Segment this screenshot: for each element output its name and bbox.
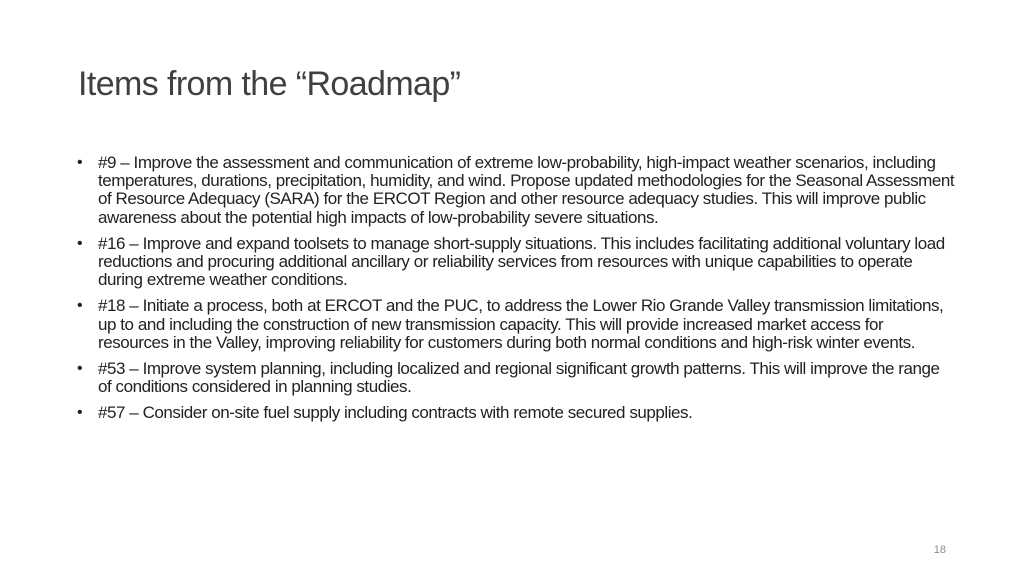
bullet-text: #9 – Improve the assessment and communication of extreme low-probability, high-impact weather scenarios, including temperatures, durations, precipitation, humidity, and wind. Propose updated methodologies for the Seasonal Assessment of Resource Adequacy (SARA) for the ERCOT Region and other resource adequacy studies. This will improve public awareness about the potential high impacts of low-probability severe situations. <box>98 153 955 227</box>
bullet-list <box>76 154 956 431</box>
bullet-dot-icon: • <box>77 360 83 378</box>
bullet-item <box>76 235 956 290</box>
bullet-text: #57 – Consider on-site fuel supply including contracts with remote secured supplies. <box>98 403 693 423</box>
bullet-dot-icon: • <box>77 404 83 422</box>
bullet-dot-icon: • <box>77 154 83 171</box>
bullet-text: #18 – Initiate a process, both at ERCOT and the PUC, to address the Lower Rio Grande Valley transmission limitations, up to and including the construction of new transmission capacity. This will provide increased market access for resources in the Valley, improving reliability for customers during both normal conditions and high-risk winter events. <box>98 296 944 352</box>
slide-title: Items from the “Roadmap” <box>78 65 461 103</box>
bullet-text: #16 – Improve and expand toolsets to manage short-supply situations. This includes facilitating additional voluntary load reductions and procuring additional ancillary or reliability services from resources with unique capabilities to operate during extreme weather conditions. <box>98 233 945 290</box>
bullet-item <box>76 154 956 227</box>
bullet-item <box>76 297 956 352</box>
bullet-dot-icon: • <box>77 234 83 252</box>
bullet-item <box>76 360 956 396</box>
bullet-text: #53 – Improve system planning, including localized and regional significant growth patterns. This will improve the range of conditions considered in planning studies. <box>98 359 940 397</box>
bullet-dot-icon: • <box>77 297 83 315</box>
bullet-item <box>76 404 956 422</box>
slide-number: 18 <box>933 544 946 556</box>
